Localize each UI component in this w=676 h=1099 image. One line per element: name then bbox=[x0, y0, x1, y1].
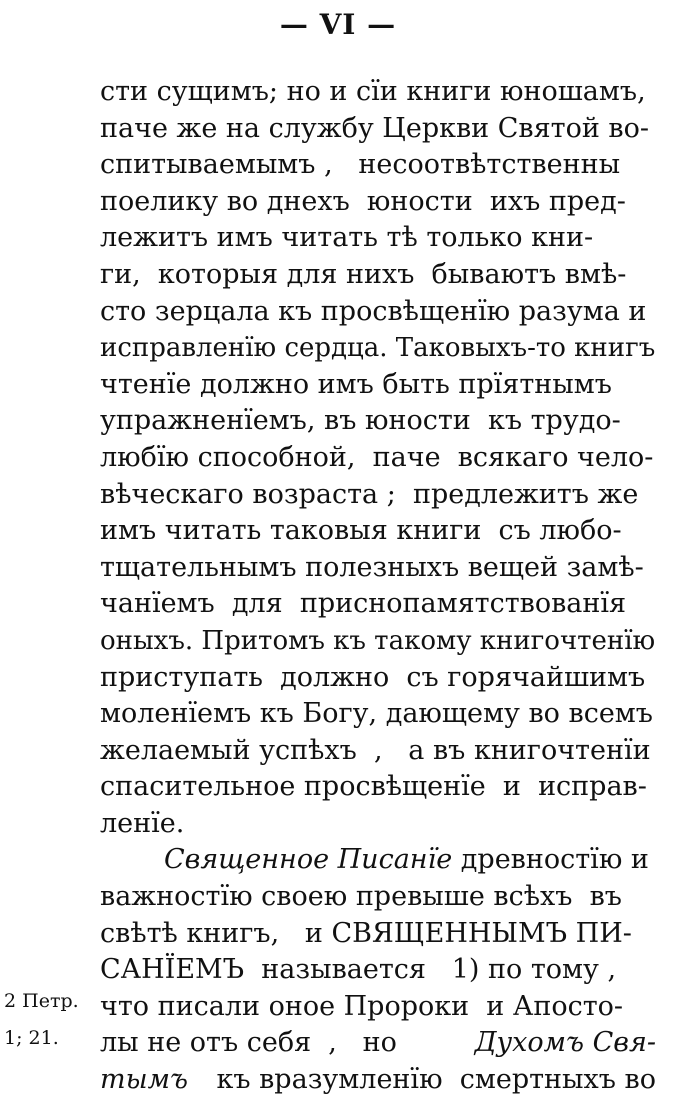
margin-note-reference: 1; 21. bbox=[4, 1027, 59, 1049]
text-run: оныхъ. Притомъ къ такому книгочтенїю bbox=[100, 625, 656, 656]
text-line bbox=[100, 733, 656, 770]
text-run: желаемый успѣхъ , а въ книгочтенїи bbox=[100, 734, 651, 766]
text-run: исправленїю сердца. Таковыхъ-то книгъ bbox=[100, 333, 656, 364]
text-run: сто зерцала къ просвѣщенїю разума и bbox=[100, 295, 647, 327]
text-line bbox=[100, 842, 656, 879]
text-run: древностїю и bbox=[452, 844, 649, 876]
text-line bbox=[100, 74, 656, 111]
text-run: паче же на службу Церкви Святой во- bbox=[100, 112, 650, 144]
text-run: важностїю своею превыше всѣхъ въ bbox=[100, 881, 622, 913]
text-run: ги, которыя для нихъ бываютъ вмѣ- bbox=[100, 258, 627, 290]
body-text bbox=[100, 74, 656, 1099]
text-run: лы не отъ себя , но bbox=[100, 1027, 406, 1059]
text-line bbox=[100, 916, 656, 953]
text-line bbox=[100, 184, 656, 221]
text-run: свѣтѣ книгъ, и СВЯЩЕННЫМЪ ПИ- bbox=[100, 917, 632, 949]
text-line bbox=[100, 696, 656, 733]
text-run: любїю способной, паче всякаго чело- bbox=[100, 441, 654, 473]
text-line bbox=[100, 477, 656, 514]
text-run: что писали оное Пророки и Апосто- bbox=[100, 990, 624, 1022]
text-run: тщательнымъ полезныхъ вещей замѣ- bbox=[100, 551, 644, 583]
text-run: къ вразумленїю смертныхъ во bbox=[207, 1064, 656, 1096]
text-run: сти сущимъ; но и сїи книги юношамъ, bbox=[100, 76, 646, 107]
text-run: лежитъ имъ читать тѣ только кни- bbox=[100, 222, 594, 254]
text-line bbox=[100, 330, 656, 367]
text-line bbox=[100, 294, 656, 331]
text-run: чанїемъ для приснопамятствованїя bbox=[100, 588, 627, 620]
text-line bbox=[100, 220, 656, 257]
text-line bbox=[100, 111, 656, 148]
text-line bbox=[100, 367, 656, 404]
italic-phrase: тымъ bbox=[100, 1064, 188, 1096]
text-line bbox=[100, 257, 656, 294]
text-line bbox=[100, 660, 656, 697]
text-run: приступать должно съ горячайшимъ bbox=[100, 661, 646, 693]
text-line bbox=[100, 513, 656, 550]
margin-note-reference: 2 Петр. bbox=[4, 990, 79, 1012]
text-run: упражненїемъ, въ юности къ трудо- bbox=[100, 405, 621, 437]
text-run: моленїемъ къ Богу, дающему во всемъ bbox=[100, 698, 653, 730]
text-line bbox=[100, 623, 656, 660]
text-line bbox=[100, 147, 656, 184]
text-line bbox=[100, 769, 656, 806]
italic-phrase: Священное Писанїе bbox=[164, 844, 453, 876]
text-run: вѣческаго возраста ; предлежитъ же bbox=[100, 478, 639, 510]
text-line bbox=[100, 403, 656, 440]
text-line bbox=[100, 586, 656, 623]
text-run: ленїе. bbox=[100, 807, 185, 839]
text-line bbox=[100, 879, 656, 916]
text-run: спитываемымъ , несоотвѣтственны bbox=[100, 149, 621, 181]
text-run: спасительное просвѣщенїе и исправ- bbox=[100, 771, 647, 803]
text-line bbox=[100, 550, 656, 587]
text-line bbox=[100, 1025, 656, 1062]
page-number: — VI — bbox=[279, 8, 397, 41]
text-line bbox=[100, 806, 656, 843]
text-line bbox=[100, 989, 656, 1026]
text-run: чтенїе должно имъ быть прїятнымъ bbox=[100, 368, 612, 400]
italic-phrase: Духомъ Свя- bbox=[474, 1027, 656, 1059]
text-line bbox=[100, 952, 656, 989]
text-line bbox=[100, 440, 656, 477]
text-run: САНЇЕМЪ называется 1) по тому , bbox=[100, 954, 617, 986]
text-run: поелику во днехъ юности ихъ пред- bbox=[100, 185, 626, 217]
text-run: имъ читать таковыя книги съ любо- bbox=[100, 515, 622, 547]
